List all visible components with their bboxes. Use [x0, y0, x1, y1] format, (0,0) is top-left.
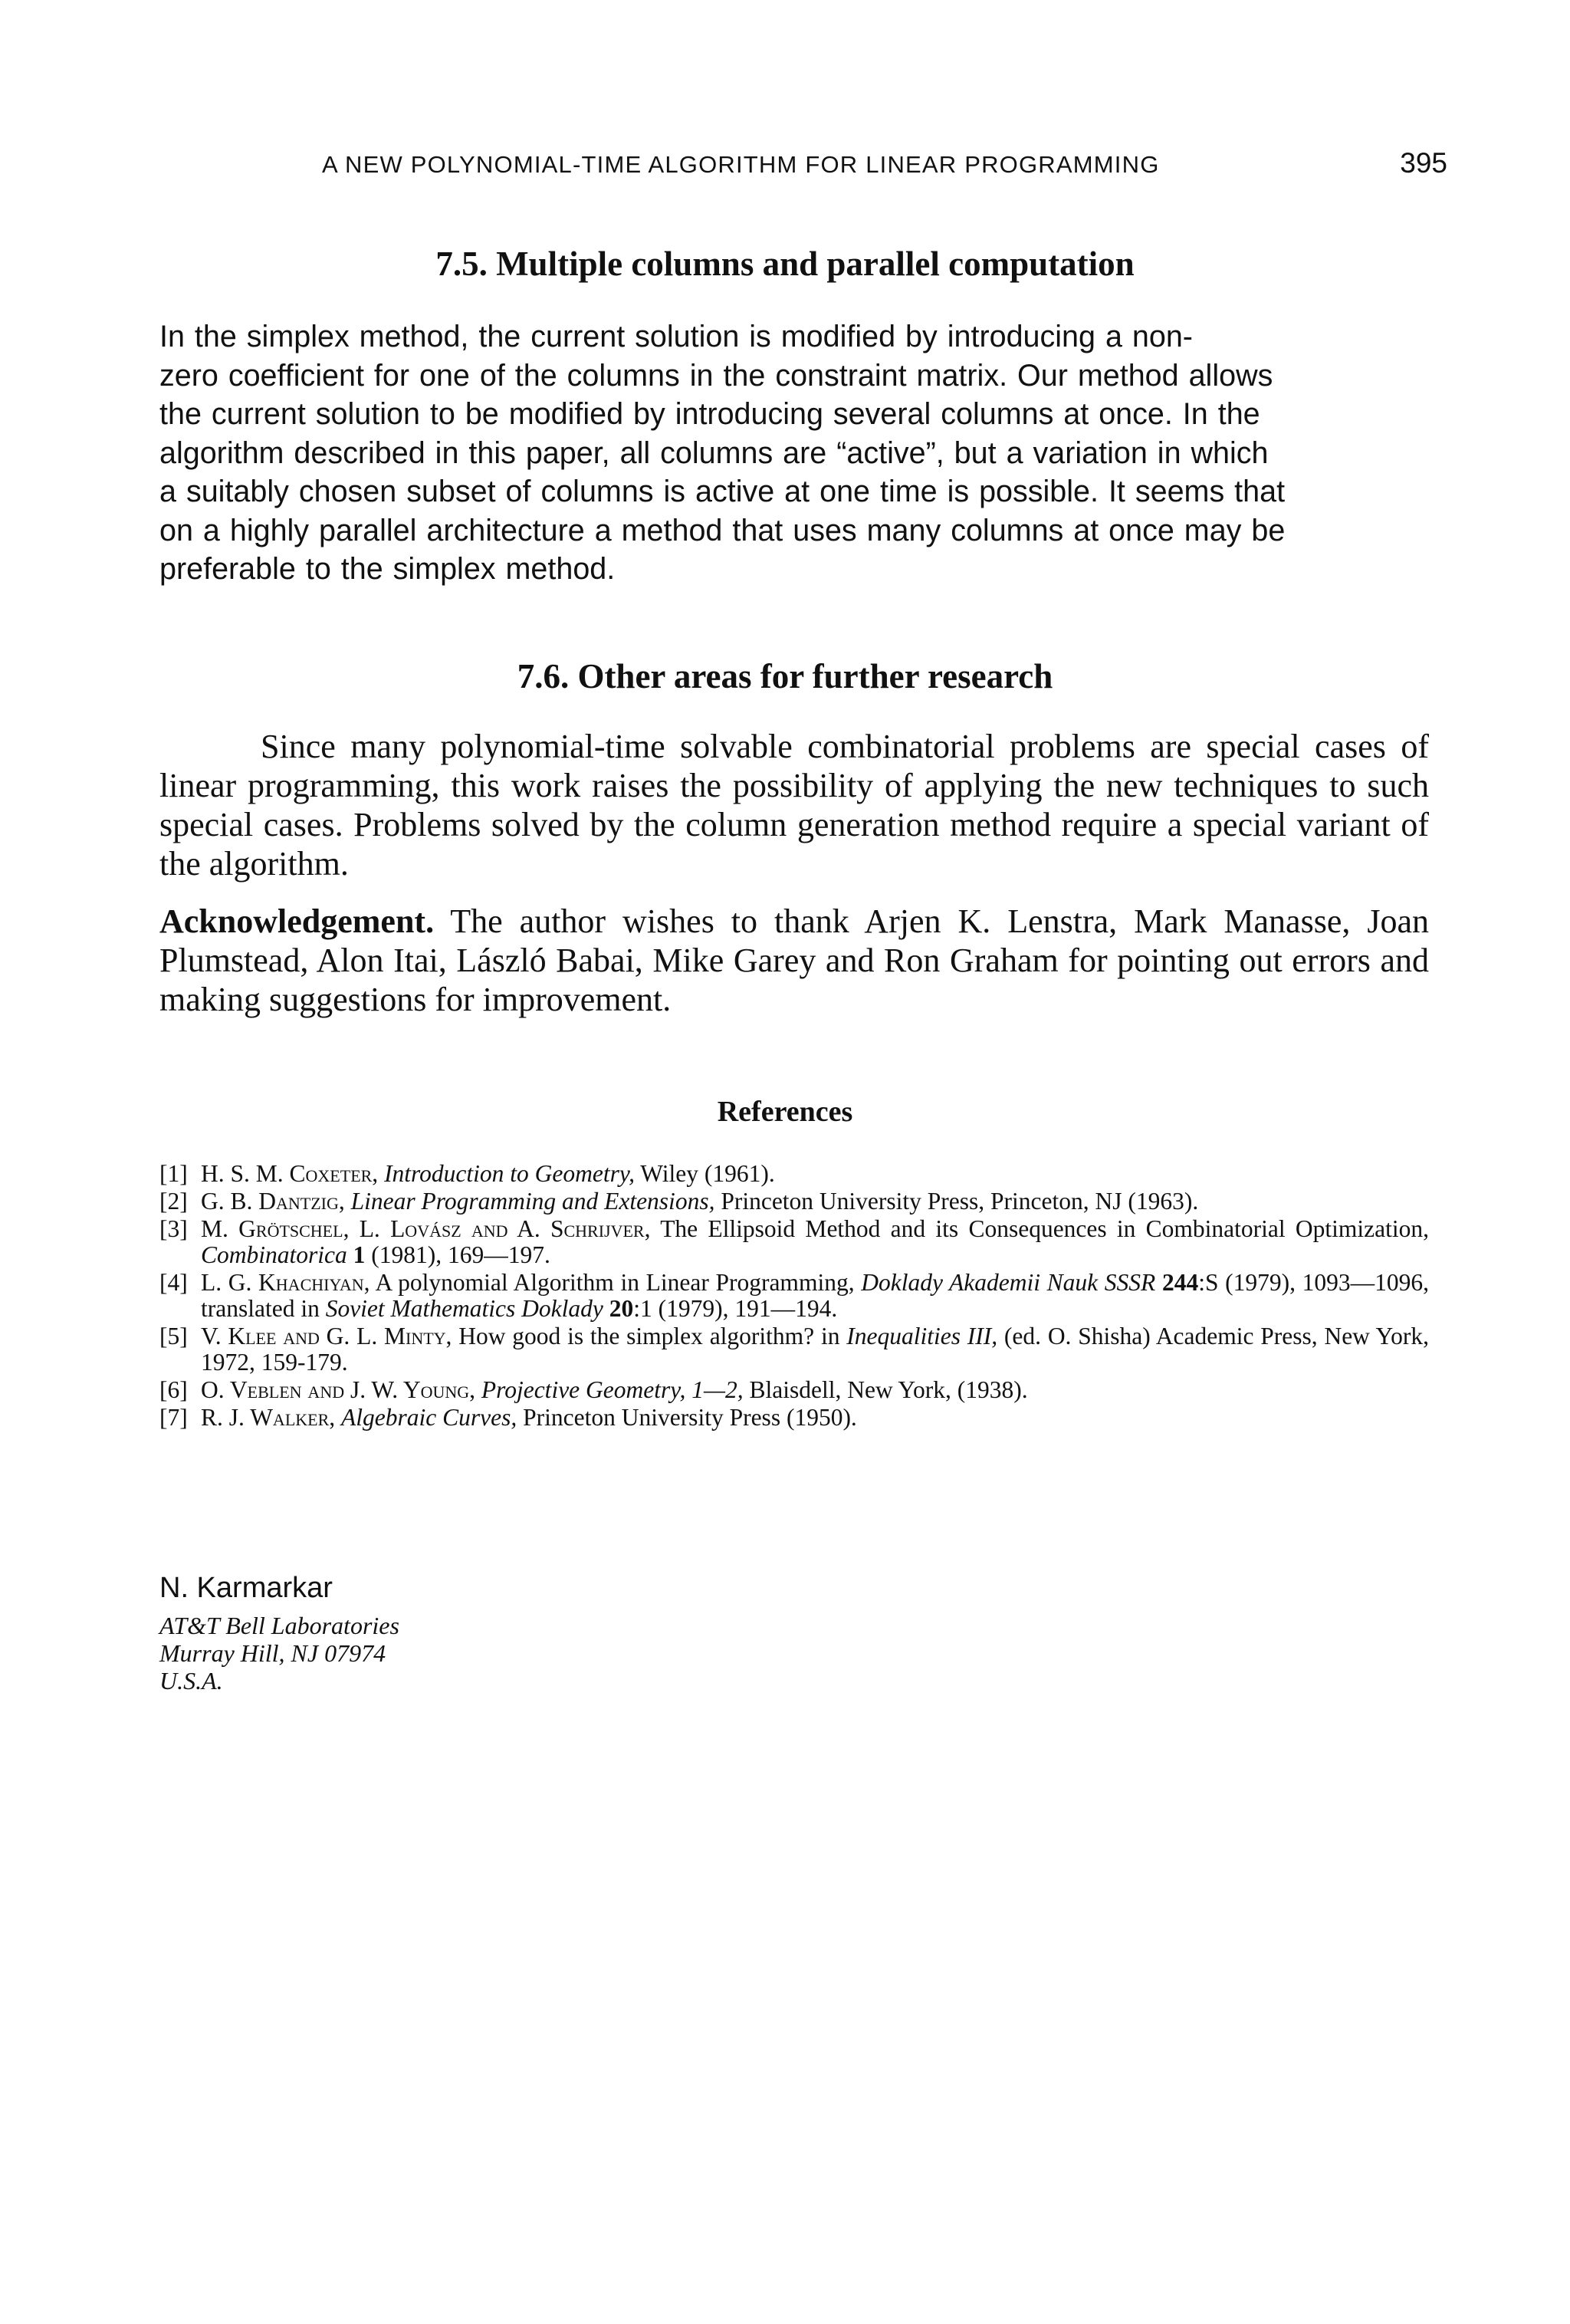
reference-title: Projective Geometry, 1—2, — [481, 1376, 744, 1403]
reference-authors: L. G. Khachiyan, — [201, 1269, 370, 1296]
section-7-5-line: algorithm described in this paper, all columns are “active”, but a variation in which — [159, 436, 1269, 470]
reference-authors: G. B. Dantzig, — [201, 1188, 345, 1215]
reference-volume-translation: 20 — [609, 1295, 634, 1322]
section-7-5-line: zero coefficient for one of the columns in the constraint matrix. Our method allows — [159, 358, 1273, 393]
reference-publisher: Blaisdell, New York, (1938). — [749, 1376, 1028, 1403]
section-7-6-body: Since many polynomial-time solvable combinatorial problems are special cases of linear programming, this work raises the possibility of applying the new techniques to such special cases. Problems solved by the column generation method require a special variant of the algorithm. — [159, 728, 1429, 883]
reference-number: [5] — [159, 1323, 188, 1349]
reference-title: Linear Programming and Extensions, — [350, 1188, 715, 1215]
reference-publisher: Wiley (1961). — [640, 1160, 775, 1187]
page-number: 395 — [1400, 147, 1447, 179]
author-affiliation-line: U.S.A. — [159, 1667, 223, 1695]
reference-item — [159, 1405, 1429, 1431]
reference-journal: Inequalities III, — [846, 1323, 998, 1349]
section-7-5-line: preferable to the simplex method. — [159, 552, 616, 586]
reference-number: [1] — [159, 1160, 188, 1187]
reference-volume: 1 — [353, 1241, 366, 1268]
reference-authors: M. Grötschel, L. Lovász and A. Schrijver, — [201, 1215, 651, 1242]
reference-pages: (1981), 169—197. — [371, 1241, 550, 1268]
reference-item — [159, 1270, 1429, 1322]
reference-authors: H. S. M. Coxeter, — [201, 1160, 379, 1187]
reference-number: [7] — [159, 1404, 188, 1431]
author-block — [159, 1570, 849, 1695]
author-affiliation-line: AT&T Bell Laboratories — [159, 1612, 399, 1639]
reference-publisher: Princeton University Press (1950). — [523, 1404, 857, 1431]
section-7-5-line: the current solution to be modified by introducing several columns at once. In the — [159, 397, 1260, 431]
reference-authors: V. Klee and G. L. Minty, — [201, 1323, 452, 1349]
reference-number: [4] — [159, 1269, 188, 1296]
reference-publisher: (ed. O. Shisha) Academic Press, New York, 1972, 159-179. — [201, 1323, 1430, 1376]
reference-pages: :S (1979), 1093—1096, translated in — [201, 1269, 1429, 1322]
running-head-title: A NEW POLYNOMIAL-TIME ALGORITHM FOR LINEAR PROGRAMMING — [322, 151, 1160, 178]
reference-journal-translation: Soviet Mathematics Doklady — [325, 1295, 603, 1322]
author-name: N. Karmarkar — [159, 1572, 333, 1604]
section-7-5-line: a suitably chosen subset of columns is active at one time is possible. It seems that — [159, 475, 1286, 508]
reference-title: Algebraic Curves, — [341, 1404, 517, 1431]
reference-item — [159, 1377, 1429, 1403]
section-7-5-line: In the simplex method, the current solution is modified by introducing a non- — [159, 320, 1193, 353]
reference-list — [159, 1161, 1429, 1432]
reference-item — [159, 1323, 1429, 1376]
reference-title: Introduction to Geometry, — [384, 1160, 635, 1187]
running-head — [176, 147, 1447, 179]
reference-item — [159, 1161, 1429, 1187]
acknowledgement-paragraph — [159, 902, 1429, 1019]
section-7-5-body — [159, 317, 1429, 589]
reference-authors: O. Veblen and J. W. Young, — [201, 1376, 476, 1403]
reference-title: A polynomial Algorithm in Linear Programming, — [375, 1269, 855, 1296]
reference-publisher: Princeton University Press, Princeton, NJ (1963). — [721, 1188, 1199, 1215]
reference-authors: R. J. Walker, — [201, 1404, 336, 1431]
reference-title: How good is the simplex algorithm? in — [458, 1323, 840, 1349]
reference-number: [6] — [159, 1376, 188, 1403]
reference-journal: Doklady Akademii Nauk SSSR — [861, 1269, 1156, 1296]
section-7-5-line: on a highly parallel architecture a method that uses many columns at once may be — [159, 513, 1286, 547]
acknowledgement-text: The author wishes to thank Arjen K. Lenstra, Mark Manasse, Joan Plumstead, Alon Itai, László Babai, Mike Garey and Ron Graham for pointing out errors and making suggestions for improvement. — [159, 902, 1429, 1018]
acknowledgement-label: Acknowledgement. — [159, 902, 435, 940]
reference-journal: Combinatorica — [201, 1241, 347, 1268]
reference-pages-translation: :1 (1979), 191—194. — [633, 1295, 838, 1322]
reference-number: [3] — [159, 1215, 188, 1242]
references-heading: References — [717, 1096, 853, 1128]
section-7-5-heading: 7.5. Multiple columns and parallel computation — [435, 245, 1135, 283]
reference-item — [159, 1216, 1429, 1268]
reference-item — [159, 1188, 1429, 1215]
section-7-6-heading: 7.6. Other areas for further research — [517, 657, 1053, 695]
reference-title: The Ellipsoid Method and its Consequences in Combinatorial Optimization, — [660, 1215, 1429, 1242]
reference-number: [2] — [159, 1188, 188, 1215]
reference-volume: 244 — [1161, 1269, 1199, 1296]
author-affiliation-line: Murray Hill, NJ 07974 — [159, 1639, 386, 1667]
